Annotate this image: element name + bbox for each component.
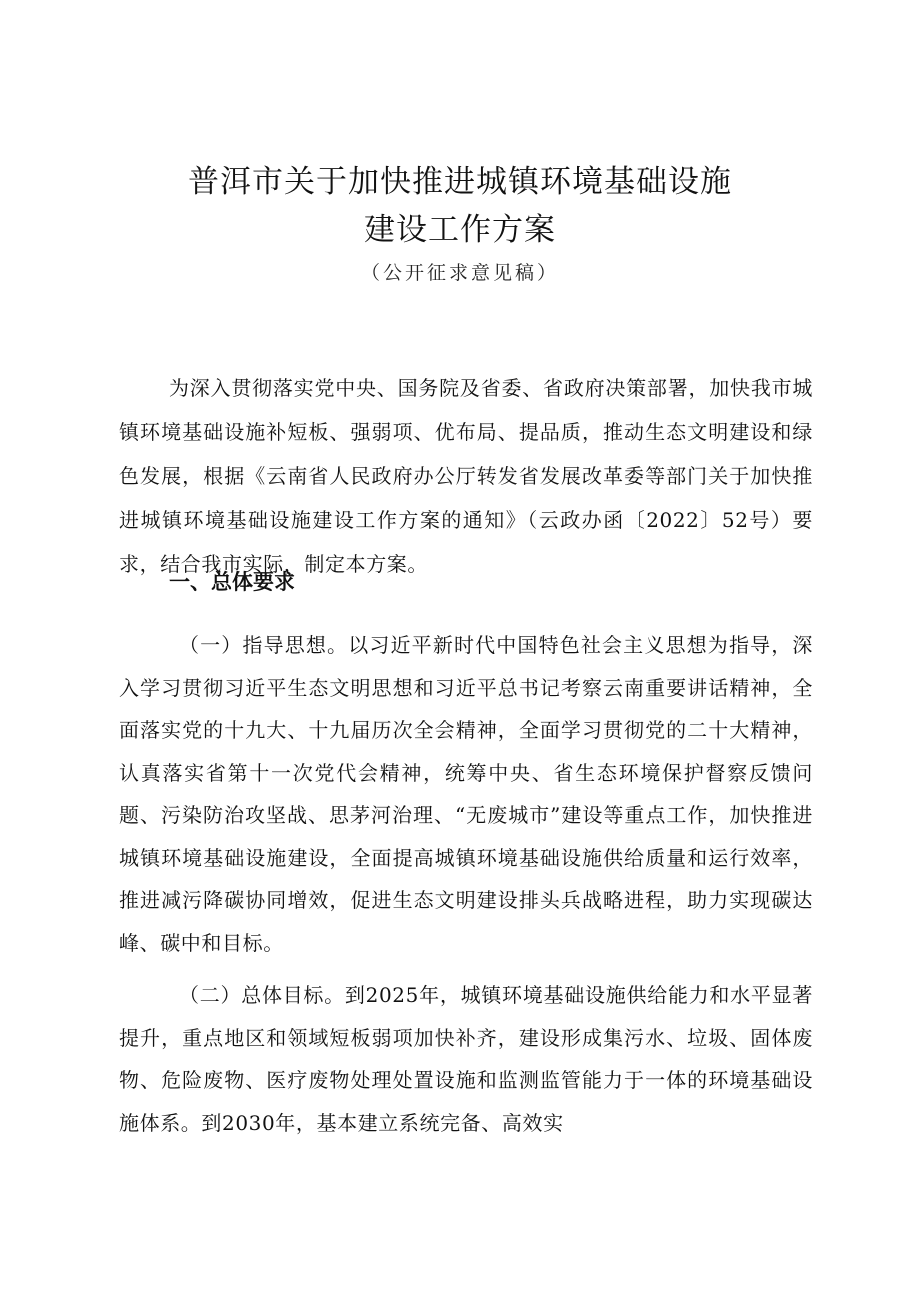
- section-heading-general-requirements: 一、总体要求: [169, 570, 295, 594]
- guiding-ideology-paragraph: （一）指导思想。以习近平新时代中国特色社会主义思想为指导，深入学习贯彻习近平生态文明思想和习近平总书记考察云南重要讲话精神，全面落实党的十九大、十九届历次全会精神，全面学习贯彻党的二十大精神，认真落实省第十一次党代会精神，统筹中央、省生态环境保护督察反馈问题、污染防治攻坚战、思茅河治理、“无废城市”建设等重点工作，加快推进城镇环境基础设施建设，全面提高城镇环境基础设施供给质量和运行效率，推进减污降碳协同增效，促进生态文明建设排头兵战略进程，助力实现碳达峰、碳中和目标。: [119, 633, 813, 955]
- overall-goals-paragraph: （二）总体目标。到2025年，城镇环境基础设施供给能力和水平显著提升，重点地区和领域短板弱项加快补齐，建设形成集污水、垃圾、固体废物、危险废物、医疗废物处理处置设施和监测监管能力于一体的环境基础设施体系。到2030年，基本建立系统完备、高效实: [119, 983, 813, 1135]
- document-subtitle: （公开征求意见稿）: [360, 262, 559, 284]
- intro-paragraph: 为深入贯彻落实党中央、国务院及省委、省政府决策部署，加快我市城镇环境基础设施补短板、强弱项、优布局、提品质，推动生态文明建设和绿色发展，根据《云南省人民政府办公厅转发省发展改革委等部门关于加快推进城镇环境基础设施建设工作方案的通知》（云政办函〔2022〕52号）要求，结合我市实际，制定本方案。: [119, 376, 813, 576]
- document-title-line-1: 普洱市关于加快推进城镇环境基础设施: [188, 164, 732, 200]
- document-title-line-2: 建设工作方案: [364, 212, 556, 248]
